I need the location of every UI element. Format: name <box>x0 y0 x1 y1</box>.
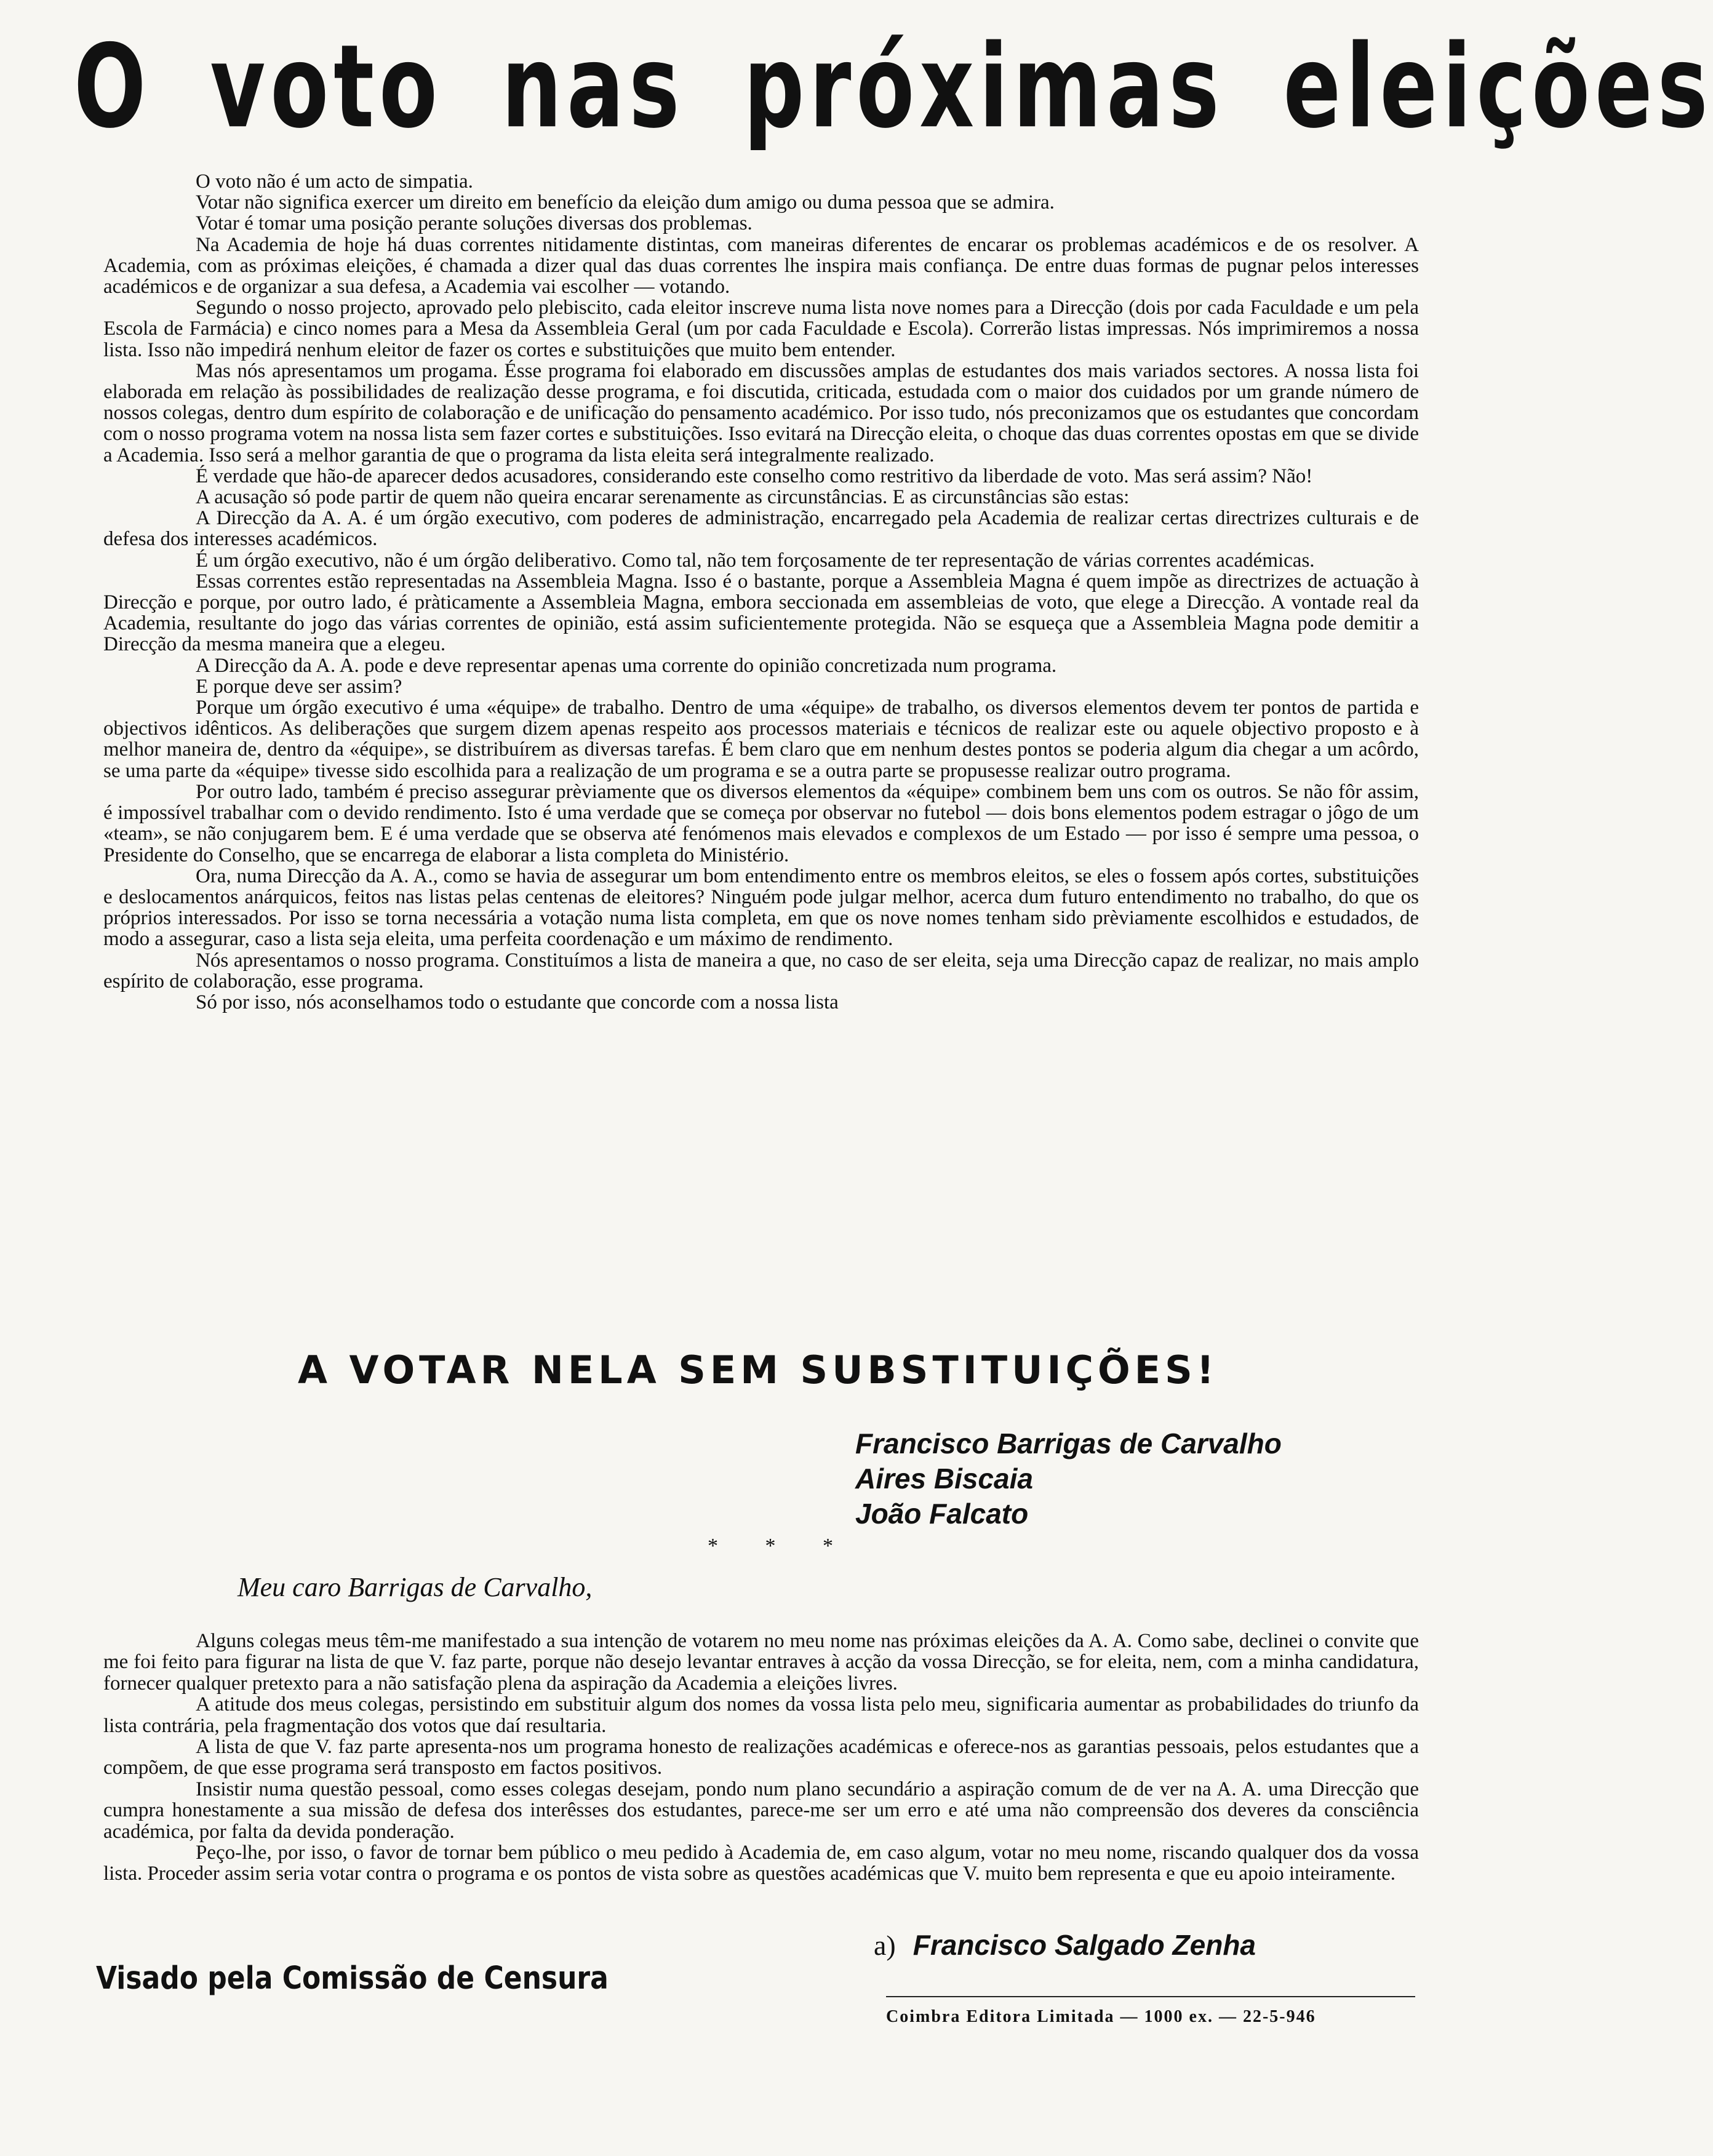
paragraph: É um órgão executivo, não é um órgão deliberativo. Como tal, não tem forçosamente de ter representação de várias correntes académicas. <box>196 549 1315 572</box>
letter-paragraph: Insistir numa questão pessoal, como esses colegas desejam, pondo num plano secundário a aspiração comum de de ver na A. A. uma Direcção que cumpra honestamente a sua missão de defesa dos interêsses dos estudantes, parece-me ser um erro e até uma não compreensão dos deveres da consciência académica, por falta da devida ponderação. <box>103 1778 1419 1843</box>
paragraph: O voto não é um acto de simpatia. <box>196 170 473 193</box>
signers-list <box>855 1426 1282 1531</box>
paragraph: Votar é tomar uma posição perante soluções diversas dos problemas. <box>196 212 753 235</box>
paragraph: Só por isso, nós aconselhamos todo o estudante que concorde com a nossa lista <box>196 991 839 1013</box>
signer-name: Aires Biscaia <box>855 1463 1033 1495</box>
paragraph: A Direcção da A. A. pode e deve representar apenas uma corrente do opinião concretizada num programa. <box>196 654 1057 677</box>
paragraph: Segundo o nosso projecto, aprovado pelo plebiscito, cada eleitor inscreve numa lista nove nomes para a Direcção (dois por cada Faculdade e um pela Escola de Farmácia) e cinco nomes para a Mesa da Assembleia Geral (um por cada Faculdade e Escola). Correrão listas impressas. Nós imprimiremos a nossa lista. Isso não impedirá nenhum eleitor de fazer os cortes e substituições que muito bem entender. <box>103 297 1419 361</box>
paragraph: É verdade que hão-de aparecer dedos acusadores, considerando este conselho como restritivo da liberdade de voto. Mas será assim? Não! <box>196 465 1313 487</box>
letter-salutation: Meu caro Barrigas de Carvalho, <box>238 1572 593 1602</box>
headline: O voto nas próximas eleições <box>74 20 1713 154</box>
letter-paragraph: Alguns colegas meus têm-me manifestado a sua intenção de votarem no meu nome nas próximas eleições da A. A. Como sabe, declinei o convite que me foi feito para figurar na lista de que V. faz parte, porque não desejo levantar entraves à acção da vossa Direcção, se for eleita, nem, com a minha candidatura, fornecer qualquer pretexto para a não satisfação plena da aspiração da Academia a eleições livres. <box>103 1630 1419 1695</box>
slogan: A VOTAR NELA SEM SUBSTITUIÇÕES! <box>297 1348 1219 1392</box>
letter-body <box>103 1631 1419 1885</box>
paragraph: Votar não significa exercer um direito em benefício da eleição dum amigo ou duma pessoa que se admira. <box>196 191 1055 214</box>
paragraph: Essas correntes estão representadas na Assembleia Magna. Isso é o bastante, porque a Assembleia Magna é quem impõe as directrizes de actuação à Direcção e porque, por outro lado, é pràticamente a Assembleia Magna, embora seccionada em assembleias de voto, que elege a Direcção. A vontade real da Academia, resultante do jogo das várias correntes de opinião, está assim suficientemente protegida. Não se esqueça que a Assembleia Magna pode demitir a Direcção da mesma maneira que a elegeu. <box>103 570 1419 656</box>
signer-name: Francisco Barrigas de Carvalho <box>855 1427 1282 1459</box>
paragraph: A Direcção da A. A. é um órgão executivo, com poderes de administração, encarregado pela Academia de realizar certas directrizes culturais e de defesa dos interesses académicos. <box>103 507 1419 551</box>
paragraph: Ora, numa Direcção da A. A., como se havia de assegurar um bom entendimento entre os membros eleitos, se eles o fossem após cortes, substituições e deslocamentos anárquicos, feitos nas listas pelas centenas de eleitores? Ninguém pode julgar melhor, acerca dum futuro entendimento no trabalho, do que os próprios interessados. Por isso se torna necessária a votação numa lista completa, em que os nove nomes tenham sido prèviamente escolhidos e estudados, de modo a assegurar, caso a lista seja eleita, uma perfeita coordenação e um máximo de rendimento. <box>103 864 1419 951</box>
paragraph: Na Academia de hoje há duas correntes nitidamente distintas, com maneiras diferentes de encarar os problemas académicos e de os resolver. A Academia, com as próximas eleições, é chamada a dizer qual das duas correntes lhe inspira mais confiança. De entre duas formas de pugnar pelos interesses académicos e de organizar a sua defesa, a Academia vai escolher — votando. <box>103 233 1419 298</box>
printer-imprint: Coimbra Editora Limitada — 1000 ex. — 22-5-946 <box>886 2007 1316 2026</box>
letter-paragraph: A lista de que V. faz parte apresenta-nos um programa honesto de realizações académicas e oferece-nos as garantias pessoais, pelos estudantes que a compõem, de que esse programa será transposto em factos positivos. <box>103 1736 1419 1779</box>
signer-name: João Falcato <box>855 1498 1029 1530</box>
footer-divider <box>886 1996 1415 1997</box>
signature-name: Francisco Salgado Zenha <box>912 1929 1256 1961</box>
paragraph: Por outro lado, também é preciso assegurar prèviamente que os diversos elementos da «équipe» combinem bem uns com os outros. Se não fôr assim, é impossível trabalhar com o devido rendimento. Isto é uma verdade que se começa por observar no futebol — dois bons elementos podem estragar o jôgo de um «team», se não conjugarem bem. E é uma verdade que se observa até fenómenos mais elevados e complexos de um Estado — por isso é sempre uma pessoa, o Presidente do Conselho, que se encarrega de elaborar a lista completa do Ministério. <box>103 780 1419 866</box>
section-separator: * * * <box>708 1535 854 1557</box>
censorship-note: Visado pela Comissão de Censura <box>96 1960 609 1997</box>
paragraph: Porque um órgão executivo é uma «équipe» de trabalho. Dentro de uma «équipe» de trabalho, os diversos elementos devem ter pontos de partida e objectivos idênticos. As deliberações que surgem dizem apenas respeito aos processos materiais e técnicos de realizar este ou aquele objectivo proposto e à melhor maneira de, dentro da «équipe», se distribuírem as diversas tarefas. É bem claro que em nenhum destes pontos se poderia algum dia chegar a um acôrdo, se uma parte da «équipe» tivesse sido escolhida para a realização de um programa e se a outra parte se propusesse realizar outro programa. <box>103 697 1419 782</box>
paragraph: A acusação só pode partir de quem não queira encarar serenamente as circunstâncias. E as circunstâncias são estas: <box>196 486 1130 509</box>
letter-paragraph: A atitude dos meus colegas, persistindo em substituir algum dos nomes da vossa lista pelo meu, significaria aumentar as probabilidades do triunfo da lista contrária, pela fragmentação dos votos que daí resultaria. <box>103 1693 1419 1737</box>
letter-paragraph: Peço-lhe, por isso, o favor de tornar bem público o meu pedido à Academia de, em caso algum, votar no meu nome, riscando qualquer dos da vossa lista. Proceder assim seria votar contra o programa e os pontos de vista sobre as questões académicas que V. muito bem representa e que eu apoio inteiramente. <box>103 1842 1419 1885</box>
body-text <box>103 171 1419 1013</box>
letter-signature <box>874 1928 1256 1962</box>
paragraph: E porque deve ser assim? <box>196 675 402 698</box>
paragraph: Nós apresentamos o nosso programa. Constituímos a lista de maneira a que, no caso de ser eleita, seja uma Direcção capaz de realizar, no mais amplo espírito de colaboração, esse programa. <box>103 949 1419 992</box>
paragraph: Mas nós apresentamos um progama. Ésse programa foi elaborado em discussões amplas de estudantes dos mais variados sectores. A nossa lista foi elaborada em relação às possibilidades de realização desse programa, e foi discutida, criticada, estudada com o maior dos cuidados por um grande número de nossos colegas, dentro dum espírito de colaboração e de unificação do pensamento académico. Por isso tudo, nós preconizamos que os estudantes que concordam com o nosso programa votem na nossa lista sem fazer cortes e substituições. Isso evitará na Direcção eleita, o choque das duas correntes opostas em que se divide a Academia. Isso será a melhor garantia de que o programa da lista eleita será integralmente realizado. <box>103 359 1419 466</box>
signature-prefix: a) <box>874 1930 896 1961</box>
